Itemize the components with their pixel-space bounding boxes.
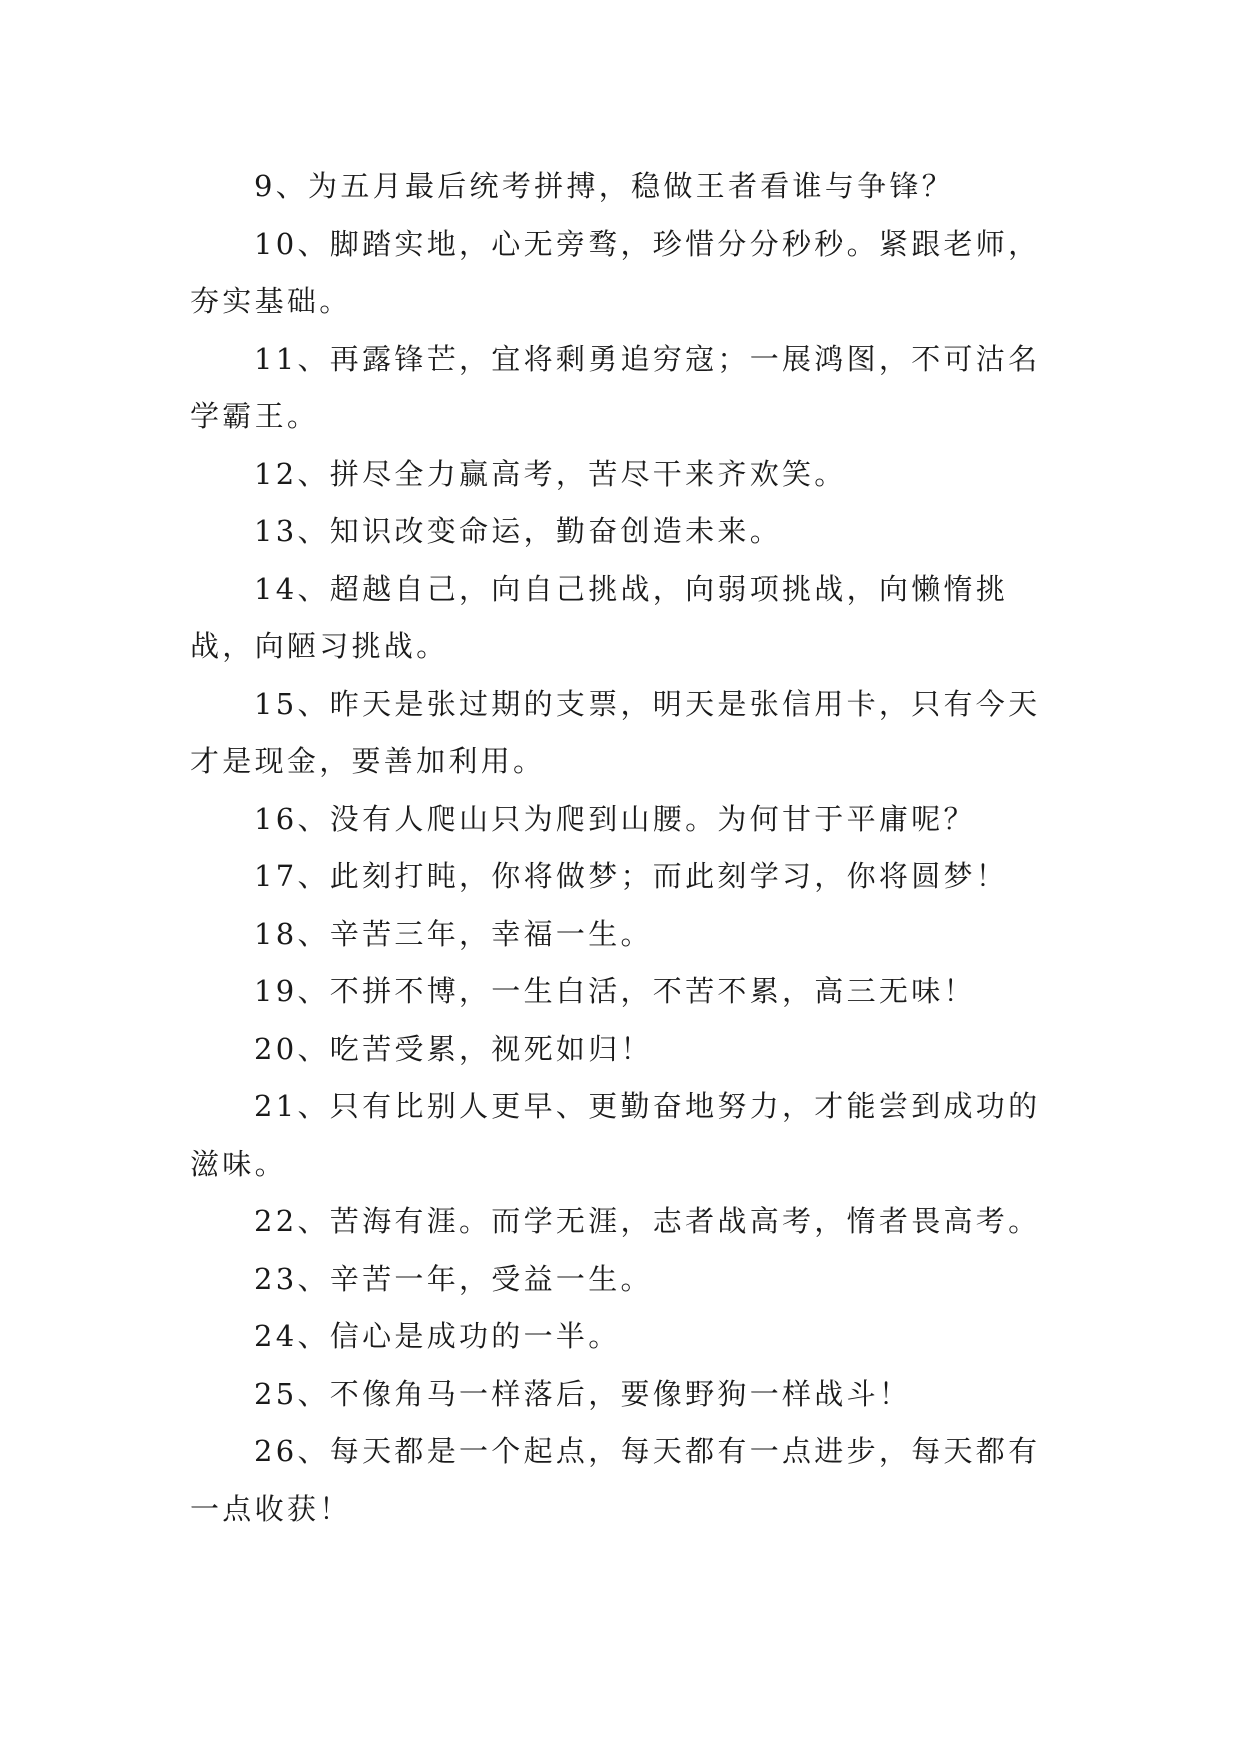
- paragraph-16: 16、没有人爬山只为爬到山腰。为何甘于平庸呢？: [254, 801, 976, 836]
- paragraph-19: 19、不拼不博，一生白活，不苦不累，高三无味！: [254, 974, 976, 1008]
- paragraph-25: 25、不像角马一样落后，要像野狗一样战斗！: [254, 1376, 912, 1411]
- paragraph-24: 24、信心是成功的一半。: [254, 1319, 621, 1353]
- paragraph-14: 14、超越自己，向自己挑战，向弱项挑战，向懒惰挑战，向陋习挑战。: [190, 571, 1009, 663]
- paragraph-20: 20、吃苦受累，视死如归！: [254, 1031, 653, 1066]
- paragraph-11: 11、再露锋芒，宜将剩勇追穷寇；一展鸿图，不可沽名学霸王。: [190, 341, 1041, 433]
- document-body: [190, 158, 1070, 1538]
- paragraph-18: 18、辛苦三年，幸福一生。: [254, 916, 653, 951]
- paragraph-9: 9、为五月最后统考拼搏，稳做王者看谁与争锋？: [254, 169, 955, 203]
- paragraph-21: 21、只有比别人更早、更勤奋地努力，才能尝到成功的滋味。: [190, 1089, 1041, 1181]
- paragraph-13: 13、知识改变命运，勤奋创造未来。: [254, 514, 783, 548]
- paragraph-26: 26、每天都是一个起点，每天都有一点进步，每天都有一点收获！: [190, 1434, 1041, 1526]
- paragraph-15: 15、昨天是张过期的支票，明天是张信用卡，只有今天才是现金，要善加利用。: [190, 686, 1041, 778]
- paragraph-22: 22、苦海有涯。而学无涯，志者战高考，惰者畏高考。: [254, 1204, 1041, 1238]
- paragraph-23: 23、辛苦一年，受益一生。: [254, 1261, 653, 1296]
- paragraph-10: 10、脚踏实地，心无旁骛，珍惜分分秒秒。紧跟老师，夯实基础。: [190, 226, 1041, 318]
- paragraph-12: 12、拼尽全力赢高考，苦尽干来齐欢笑。: [254, 456, 847, 491]
- paragraph-17: 17、此刻打盹，你将做梦；而此刻学习，你将圆梦！: [254, 859, 1009, 893]
